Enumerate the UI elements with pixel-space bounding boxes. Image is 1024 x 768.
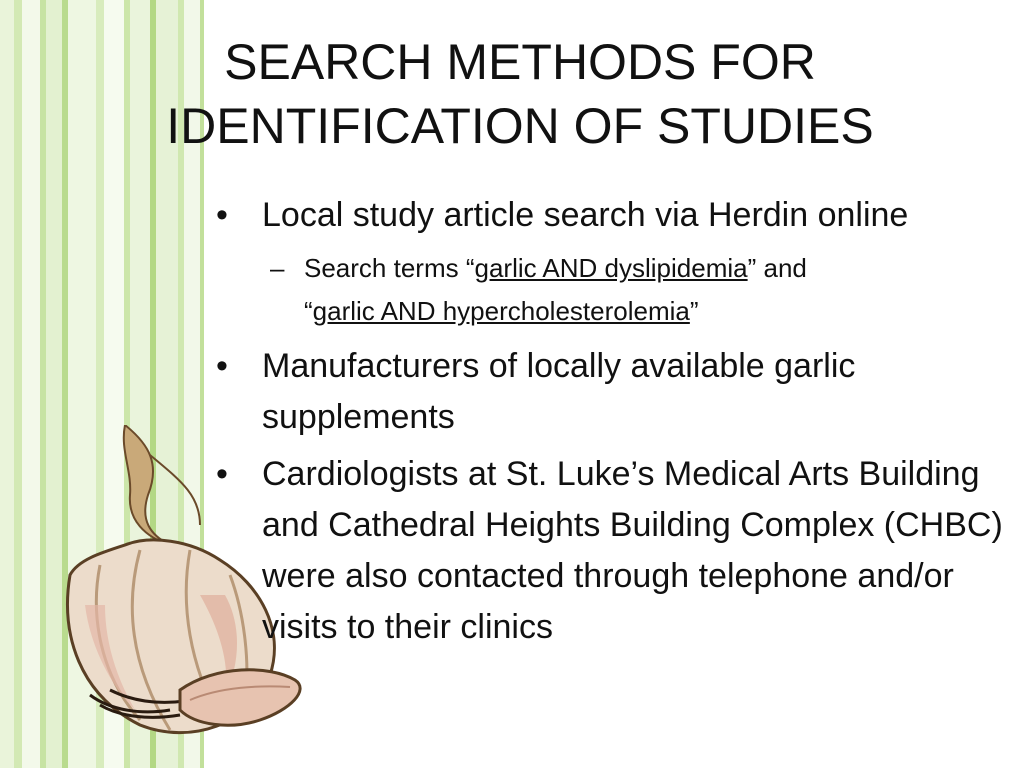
search-terms-open-quote: “ xyxy=(304,296,313,326)
sub-item-search-terms xyxy=(270,247,1010,333)
bullet-item-herdin xyxy=(210,190,1010,241)
dash-glyph: – xyxy=(270,253,285,283)
bullet-text-herdin: Local study article search via Herdin online xyxy=(262,196,909,234)
bullet-item-cardiologists xyxy=(210,449,1010,653)
search-terms-middle: ” and xyxy=(747,253,807,283)
search-terms-prefix: Search terms “ xyxy=(304,253,475,283)
search-term-dyslipidemia-link[interactable]: garlic AND dyslipidemia xyxy=(474,253,748,283)
sub-text-search-terms xyxy=(304,247,807,333)
search-terms-suffix: ” xyxy=(689,296,699,326)
bullet-text-manufacturers: Manufacturers of locally available garlic supplements xyxy=(262,347,856,436)
slide-title xyxy=(150,30,890,158)
bullet-glyph: • xyxy=(216,347,228,385)
bullet-glyph: • xyxy=(216,196,228,234)
bullet-glyph: • xyxy=(216,455,228,493)
title-line-1: SEARCH METHODS FOR xyxy=(224,34,816,90)
search-term-hypercholesterolemia-link[interactable]: garlic AND hypercholesterolemia xyxy=(312,296,690,326)
bullet-text-cardiologists: Cardiologists at St. Luke’s Medical Arts Building and Cathedral Heights Building Complex (CHBC) were also contacted through telephone and/or visits to their clinics xyxy=(262,455,1003,646)
title-line-2: IDENTIFICATION OF STUDIES xyxy=(166,98,874,154)
bullet-item-manufacturers xyxy=(210,341,1010,443)
slide-content xyxy=(210,190,1010,659)
